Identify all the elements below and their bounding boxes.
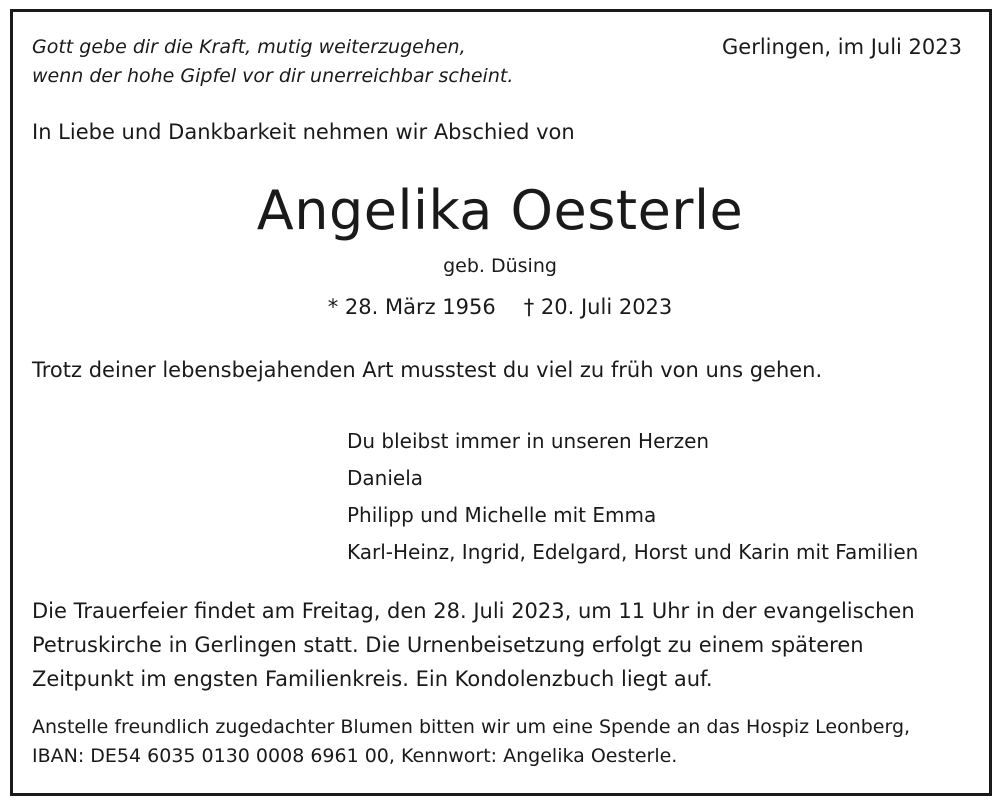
motto-quote [32,33,513,91]
service-line: Petruskirche in Gerlingen statt. Die Urnenbeisetzung erfolgt zu einem späteren [32,633,864,657]
mourners-line: Du bleibst immer in unseren Herzen [347,429,710,453]
mourners-line: Daniela [347,466,424,490]
life-dates [0,293,1000,322]
place-and-date: Gerlingen, im Juli 2023 [722,35,962,59]
intro-text: In Liebe und Dankbarkeit nehmen wir Abschied von [32,120,575,144]
mourners-line: Karl-Heinz, Ingrid, Edelgard, Horst und Karin mit Familien [347,540,919,564]
donation-line: IBAN: DE54 6035 0130 0008 6961 00, Kennwort: Angelika Oesterle. [32,745,678,767]
birth-date: * 28. März 1956 [327,295,496,319]
mourners-line: Philipp und Michelle mit Emma [347,503,657,527]
donation-info [32,713,982,771]
deceased-name: Angelika Oesterle [256,179,744,242]
donation-line: Anstelle freundlich zugedachter Blumen bitten wir um eine Spende an das Hospiz Leonberg, [32,716,911,738]
memorial-sentence: Trotz deiner lebensbejahenden Art musstest du viel zu früh von uns gehen. [32,358,823,382]
motto-line: Gott gebe dir die Kraft, mutig weiterzugehen, [32,36,466,58]
service-line: Die Trauerfeier findet am Freitag, den 28. Juli 2023, um 11 Uhr in der evangelischen [32,599,915,623]
service-line: Zeitpunkt im engsten Familienkreis. Ein Kondolenzbuch liegt auf. [32,667,713,691]
service-info [32,594,972,696]
motto-line: wenn der hohe Gipfel vor dir unerreichbar scheint. [32,65,514,87]
death-date: † 20. Juli 2023 [523,295,673,319]
mourners-block [347,423,918,571]
birth-name: geb. Düsing [443,255,557,277]
